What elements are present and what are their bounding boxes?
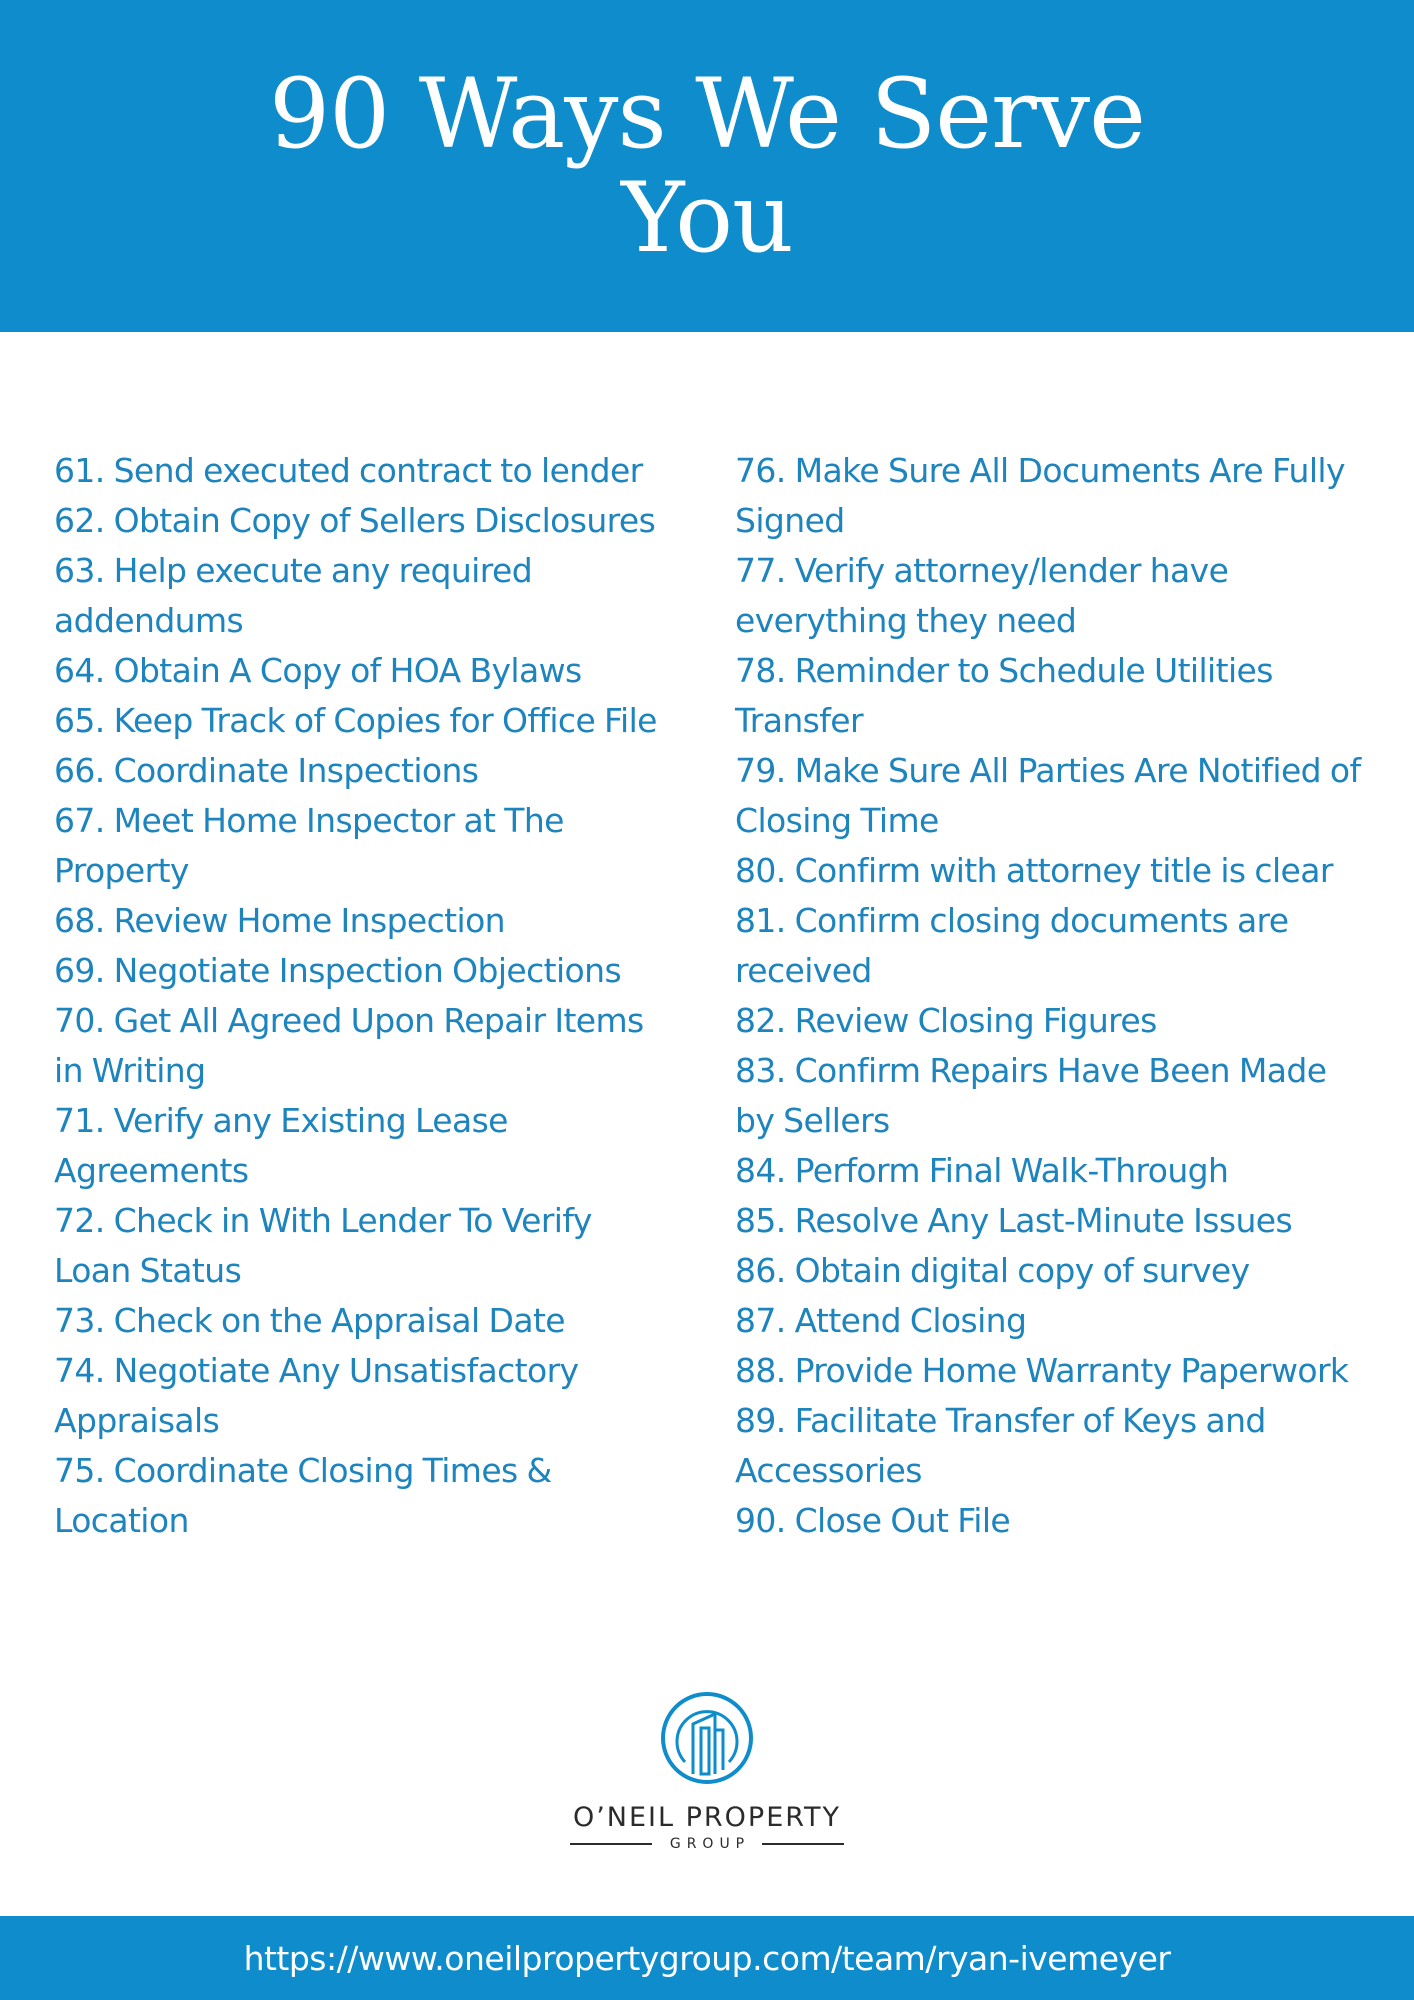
list-item: 90. Close Out File bbox=[735, 1501, 1011, 1540]
list-item: 64. Obtain A Copy of HOA Bylaws bbox=[54, 651, 582, 690]
list-item: 88. Provide Home Warranty Paperwork bbox=[735, 1351, 1349, 1390]
list-item: 87. Attend Closing bbox=[735, 1301, 1027, 1340]
list-item: 81. Confirm closing documents are received bbox=[735, 901, 1289, 990]
logo-rule-right bbox=[762, 1843, 844, 1845]
list-item: 86. Obtain digital copy of survey bbox=[735, 1251, 1250, 1290]
list-item: 62. Obtain Copy of Sellers Disclosures bbox=[54, 501, 656, 540]
services-list bbox=[54, 446, 1374, 1546]
list-item: 79. Make Sure All Parties Are Notified of Closing Time bbox=[735, 751, 1361, 840]
services-column-left bbox=[54, 446, 673, 1546]
list-item: 78. Reminder to Schedule Utilities Transfer bbox=[735, 651, 1273, 740]
services-column-right bbox=[735, 446, 1374, 1546]
list-item: 68. Review Home Inspection bbox=[54, 901, 505, 940]
list-item: 80. Confirm with attorney title is clear bbox=[735, 851, 1333, 890]
list-item: 74. Negotiate Any Unsatisfactory Appraisals bbox=[54, 1351, 579, 1440]
list-item: 69. Negotiate Inspection Objections bbox=[54, 951, 622, 990]
list-item: 67. Meet Home Inspector at The Property bbox=[54, 801, 564, 890]
company-logo bbox=[0, 1690, 1414, 1852]
page-title: 90 Ways We Serve You bbox=[269, 58, 1145, 274]
list-item: 66. Coordinate Inspections bbox=[54, 751, 479, 790]
list-item: 85. Resolve Any Last-Minute Issues bbox=[735, 1201, 1293, 1240]
list-item: 89. Facilitate Transfer of Keys and Accessories bbox=[735, 1401, 1266, 1490]
building-in-circle-icon bbox=[659, 1690, 755, 1786]
list-item: 63. Help execute any required addendums bbox=[54, 551, 533, 640]
list-item: 73. Check on the Appraisal Date bbox=[54, 1301, 565, 1340]
footer-banner bbox=[0, 1916, 1414, 2000]
logo-rule-left bbox=[570, 1843, 652, 1845]
logo-subtitle bbox=[0, 1836, 1414, 1852]
list-item: 82. Review Closing Figures bbox=[735, 1001, 1157, 1040]
list-item: 70. Get All Agreed Upon Repair Items in Writing bbox=[54, 1001, 644, 1090]
list-item: 75. Coordinate Closing Times & Location bbox=[54, 1451, 552, 1540]
list-item: 72. Check in With Lender To Verify Loan Status bbox=[54, 1201, 592, 1290]
list-item: 76. Make Sure All Documents Are Fully Signed bbox=[735, 451, 1345, 540]
list-item: 65. Keep Track of Copies for Office File bbox=[54, 701, 657, 740]
list-item: 61. Send executed contract to lender bbox=[54, 451, 643, 490]
logo-group-text: GROUP bbox=[669, 1836, 751, 1852]
list-item: 77. Verify attorney/lender have everything they need bbox=[735, 551, 1229, 640]
list-item: 83. Confirm Repairs Have Been Made by Sellers bbox=[735, 1051, 1327, 1140]
list-item: 71. Verify any Existing Lease Agreements bbox=[54, 1101, 508, 1190]
list-item: 84. Perform Final Walk-Through bbox=[735, 1151, 1229, 1190]
header-banner bbox=[0, 0, 1414, 332]
footer-url: https://www.oneilpropertygroup.com/team/ryan-ivemeyer bbox=[243, 1938, 1171, 1978]
logo-company-name: O’NEIL PROPERTY bbox=[572, 1802, 842, 1833]
